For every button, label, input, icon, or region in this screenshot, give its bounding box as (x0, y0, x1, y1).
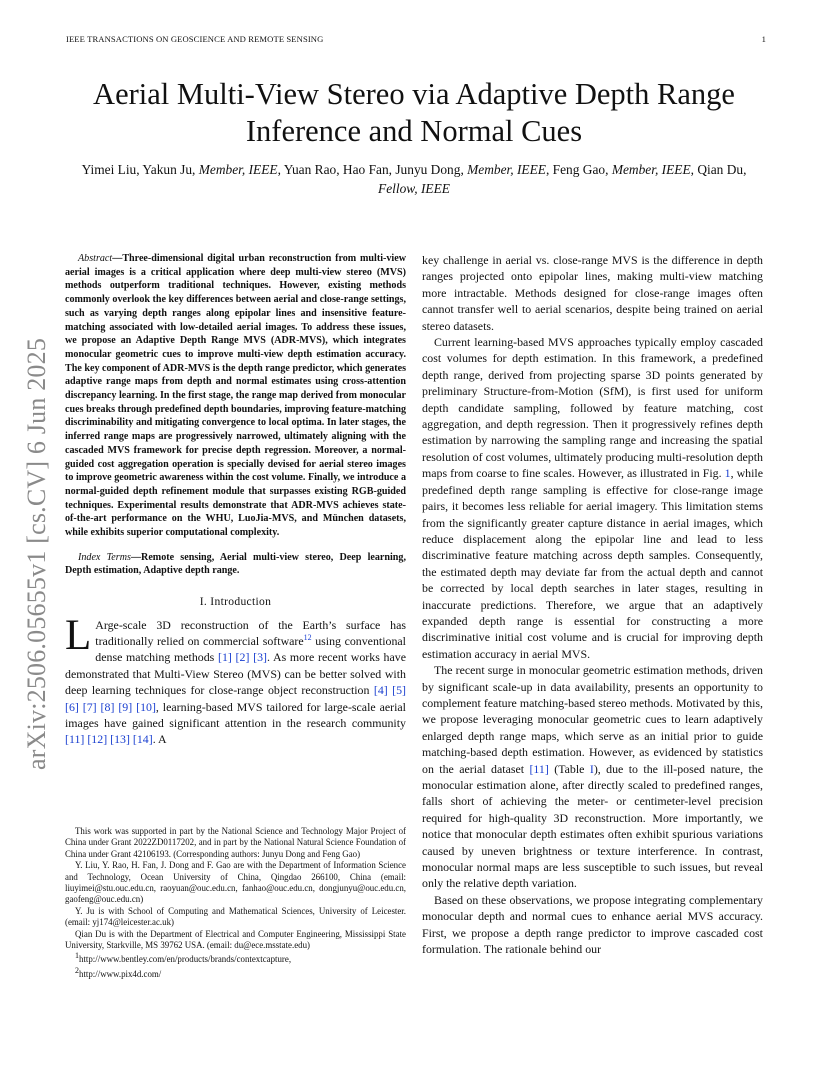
author-membership: Member, IEEE (611, 162, 691, 177)
author-names: , Feng Gao, (545, 162, 612, 177)
footnote-affiliation-1: Y. Liu, Y. Rao, H. Fan, J. Dong and F. Gao are with the Department of Information Science and Technology, Ocean University of China, Qingdao 266100, China (email: liuyimei@stu.ouc.edu.cn, raoyuan@ouc.edu.cn, fanhao@ouc.edu.cn, dongjunyu@ouc.edu.cn, gaofeng@ouc.edu.cn) (65, 860, 406, 905)
index-terms (65, 551, 406, 578)
body-text: Current learning-based MVS approaches typically employ cascaded cost volumes for depth estimation. In this framework, a predefined depth range, derived from projecting sparse 3D points generated by preliminary Structure-from-Motion (SfM), is first used for uniform depth candidate sampling, followed by feature matching, cost aggregation, and depth regression. Then it progressively refines depth estimation by narrowing the sampling range and increasing the spatial resolution of cost volumes, ultimately producing multi-resolution depth maps from coarse to fine scales. However, as illustrated in Fig. (422, 335, 763, 481)
abstract-text: —Three-dimensional digital urban reconstruction from multi-view aerial images is a critical application where deep multi-view stereo (MVS) methods outperform traditional techniques. However, existing methods commonly overlook the key differences between aerial and close-range settings, such as varying depth ranges along epipolar lines and insensitive feature-matching associated with low-detailed aerial images. To address these issues, we propose an Adaptive Depth Range MVS (ADR-MVS), which integrates monocular geometric cues to improve multi-view depth estimation accuracy. The key component of ADR-MVS is the depth range predictor, which generates adaptive range maps from depth and normal estimates using cross-attention discrepancy learning. In the first stage, the range map derived from monocular cues breaks through predefined depth boundaries, improving feature-matching discriminability and mitigating convergence to local optima. In later stages, the inferred range maps are progressively narrowed, ultimately aligning with the cascaded MVS framework for precise depth regression. Moreover, a normal-guided cost aggregation operation is specially devised for aerial stereo images to improve geometric awareness within the cost volume. Finally, we introduce a normal-guided depth refinement module that surpasses existing RGB-guided techniques. Experimental results demonstrate that ADR-MVS achieves state-of-the-art performance on the WHU, LuoJia-MVS, and München datasets, while exhibits superior computational complexity. (65, 253, 406, 539)
arxiv-identifier[interactable]: arXiv:2506.05655v1 [cs.CV] 6 Jun 2025 (22, 337, 51, 770)
body-paragraph (422, 662, 763, 892)
intro-text: using conventional dense matching methods (95, 633, 406, 665)
section-heading-introduction: I. Introduction (199, 595, 272, 609)
paper-title (40, 76, 788, 150)
body-text: (Table (548, 761, 590, 776)
intro-text: . As more recent works have demonstrated that Multi-View Stereo (MVS) can be better solved with deep learning techniques for close-range object reconstruction (65, 650, 406, 698)
footnote-funding: This work was supported in part by the National Science and Technology Major Project of China under Grant 2022ZD0117202, and in part by the National Natural Science Foundation of China under Grant 42106193. (Corresponding authors: Junyu Dong and Feng Gao) (65, 826, 406, 859)
citation-link[interactable]: [4] [5] [6] [7] [8] [9] [10] (65, 683, 406, 714)
title-line-1: Aerial Multi-View Stereo via Adaptive Depth Range (93, 77, 735, 111)
author-membership: Fellow, IEEE (378, 181, 450, 196)
index-terms-text: —Remote sensing, Aerial multi-view stereo, Deep learning, Depth estimation, Adaptive depth range. (65, 551, 406, 577)
abstract-label: Abstract (78, 253, 113, 264)
title-line-2: Inference and Normal Cues (245, 114, 583, 148)
drop-cap: L (65, 611, 92, 659)
footnote-url-1[interactable] (65, 951, 406, 965)
intro-paragraph (65, 611, 406, 748)
body-text: ), due to the ill-posed nature, the monocular estimation alone, after directly scaled to predefined ranges, falls short of achieving the meter- or centimeter-level precision required for high-quality 3D reconstruction. More importantly, we notice that monocular depth estimates often exhibit spurious variations caused by uneven brightness or texture interference. In contrast, monocular normal maps are less susceptible to such issues, but reveal only the relative depth variation. (422, 761, 763, 891)
abstract (65, 252, 406, 540)
journal-name: IEEE TRANSACTIONS ON GEOSCIENCE AND REMOTE SENSING (66, 34, 324, 44)
body-paragraph: Based on these observations, we propose integrating complementary monocular depth and normal cues to enhance aerial MVS accuracy. First, we propose a depth range predictor to improve cascaded cost formulation. The rationale behind our (422, 892, 763, 957)
footnotes (65, 826, 406, 980)
footnote-url-2[interactable] (65, 965, 406, 980)
left-column (65, 252, 406, 748)
intro-text: Arge-scale 3D reconstruction of the Earth’s surface has traditionally relied on commercial software (95, 617, 406, 648)
footnote-affiliation-2: Y. Ju is with School of Computing and Mathematical Sciences, University of Leicester. (email: yj174@leicester.ac.uk) (65, 905, 406, 928)
author-list (74, 160, 754, 198)
intro-text: . A (152, 732, 167, 747)
citation-link[interactable]: [11] (529, 761, 549, 776)
table-link[interactable]: I (589, 761, 594, 776)
footnote-url[interactable]: http://www.bentley.com/en/products/brands/contextcapture, (79, 954, 292, 965)
body-text: The recent surge in monocular geometric estimation methods, driven by significant scale-up in data availability, presents an opportunity to complement feature matching-based stereo methods. Motivated by this, we propose leveraging monocular geometric cues to learn adaptively enlarged depth range maps, which serve as an initial prior to guide matching-based depth estimation. However, as evidenced by statistics on the aerial dataset (422, 663, 763, 776)
footnote-marker[interactable]: 12 (303, 633, 312, 643)
body-paragraph (422, 334, 763, 662)
page-number: 1 (761, 34, 766, 44)
index-terms-label: Index Terms (78, 551, 131, 563)
body-text: , while predefined depth range sampling is effective for close-range image pairs, it becomes less reliable for aerial imagery. This limitation stems from the significantly greater capture distance in aerial images, which reduce displacement along the epipolar line and lead to less discriminative feature matching across depth samples. Consequently, the estimated depth may deviate far from the actual depth and cannot be corrected by local depth searches in later stages, resulting in inaccurate predictions. Therefore, we argue that an adaptively expanded depth range is essential for constructing a more discriminative initial cost volume and is crucial for improving depth estimation accuracy in aerial MVS. (422, 466, 763, 661)
body-paragraph: key challenge in aerial vs. close-range MVS is the difference in depth ranges projected onto epipolar lines, making multi-view matching more intractable. Methods designed for close-range images often cannot transfer well to aerial scenarios, despite being trained on aerial stereo datasets. (422, 253, 763, 333)
intro-text: , learning-based MVS tailored for large-scale aerial images have gained significant attention in the research community (65, 699, 406, 731)
right-column (422, 252, 763, 957)
author-names: Yimei Liu, Yakun Ju, (81, 162, 199, 177)
footnote-affiliation-3: Qian Du is with the Department of Electrical and Computer Engineering, Mississippi State University, Starkville, MS 39762 USA. (email: du@ece.msstate.edu) (65, 928, 406, 951)
citation-link[interactable]: [11] [12] [13] [14] (65, 732, 153, 747)
footnote-number: 2 (75, 965, 79, 975)
author-membership: Member, IEEE (198, 162, 278, 177)
author-membership: Member, IEEE (467, 162, 546, 177)
footnote-number: 1 (75, 951, 79, 961)
running-head (66, 34, 766, 44)
author-names: , Yuan Rao, Hao Fan, Junyu Dong, (277, 162, 468, 177)
author-names: , Qian Du, (690, 162, 747, 177)
figure-link[interactable]: 1 (724, 466, 731, 481)
citation-link[interactable]: [1] [2] [3] (217, 650, 267, 665)
footnote-url[interactable]: http://www.pix4d.com/ (79, 968, 162, 979)
